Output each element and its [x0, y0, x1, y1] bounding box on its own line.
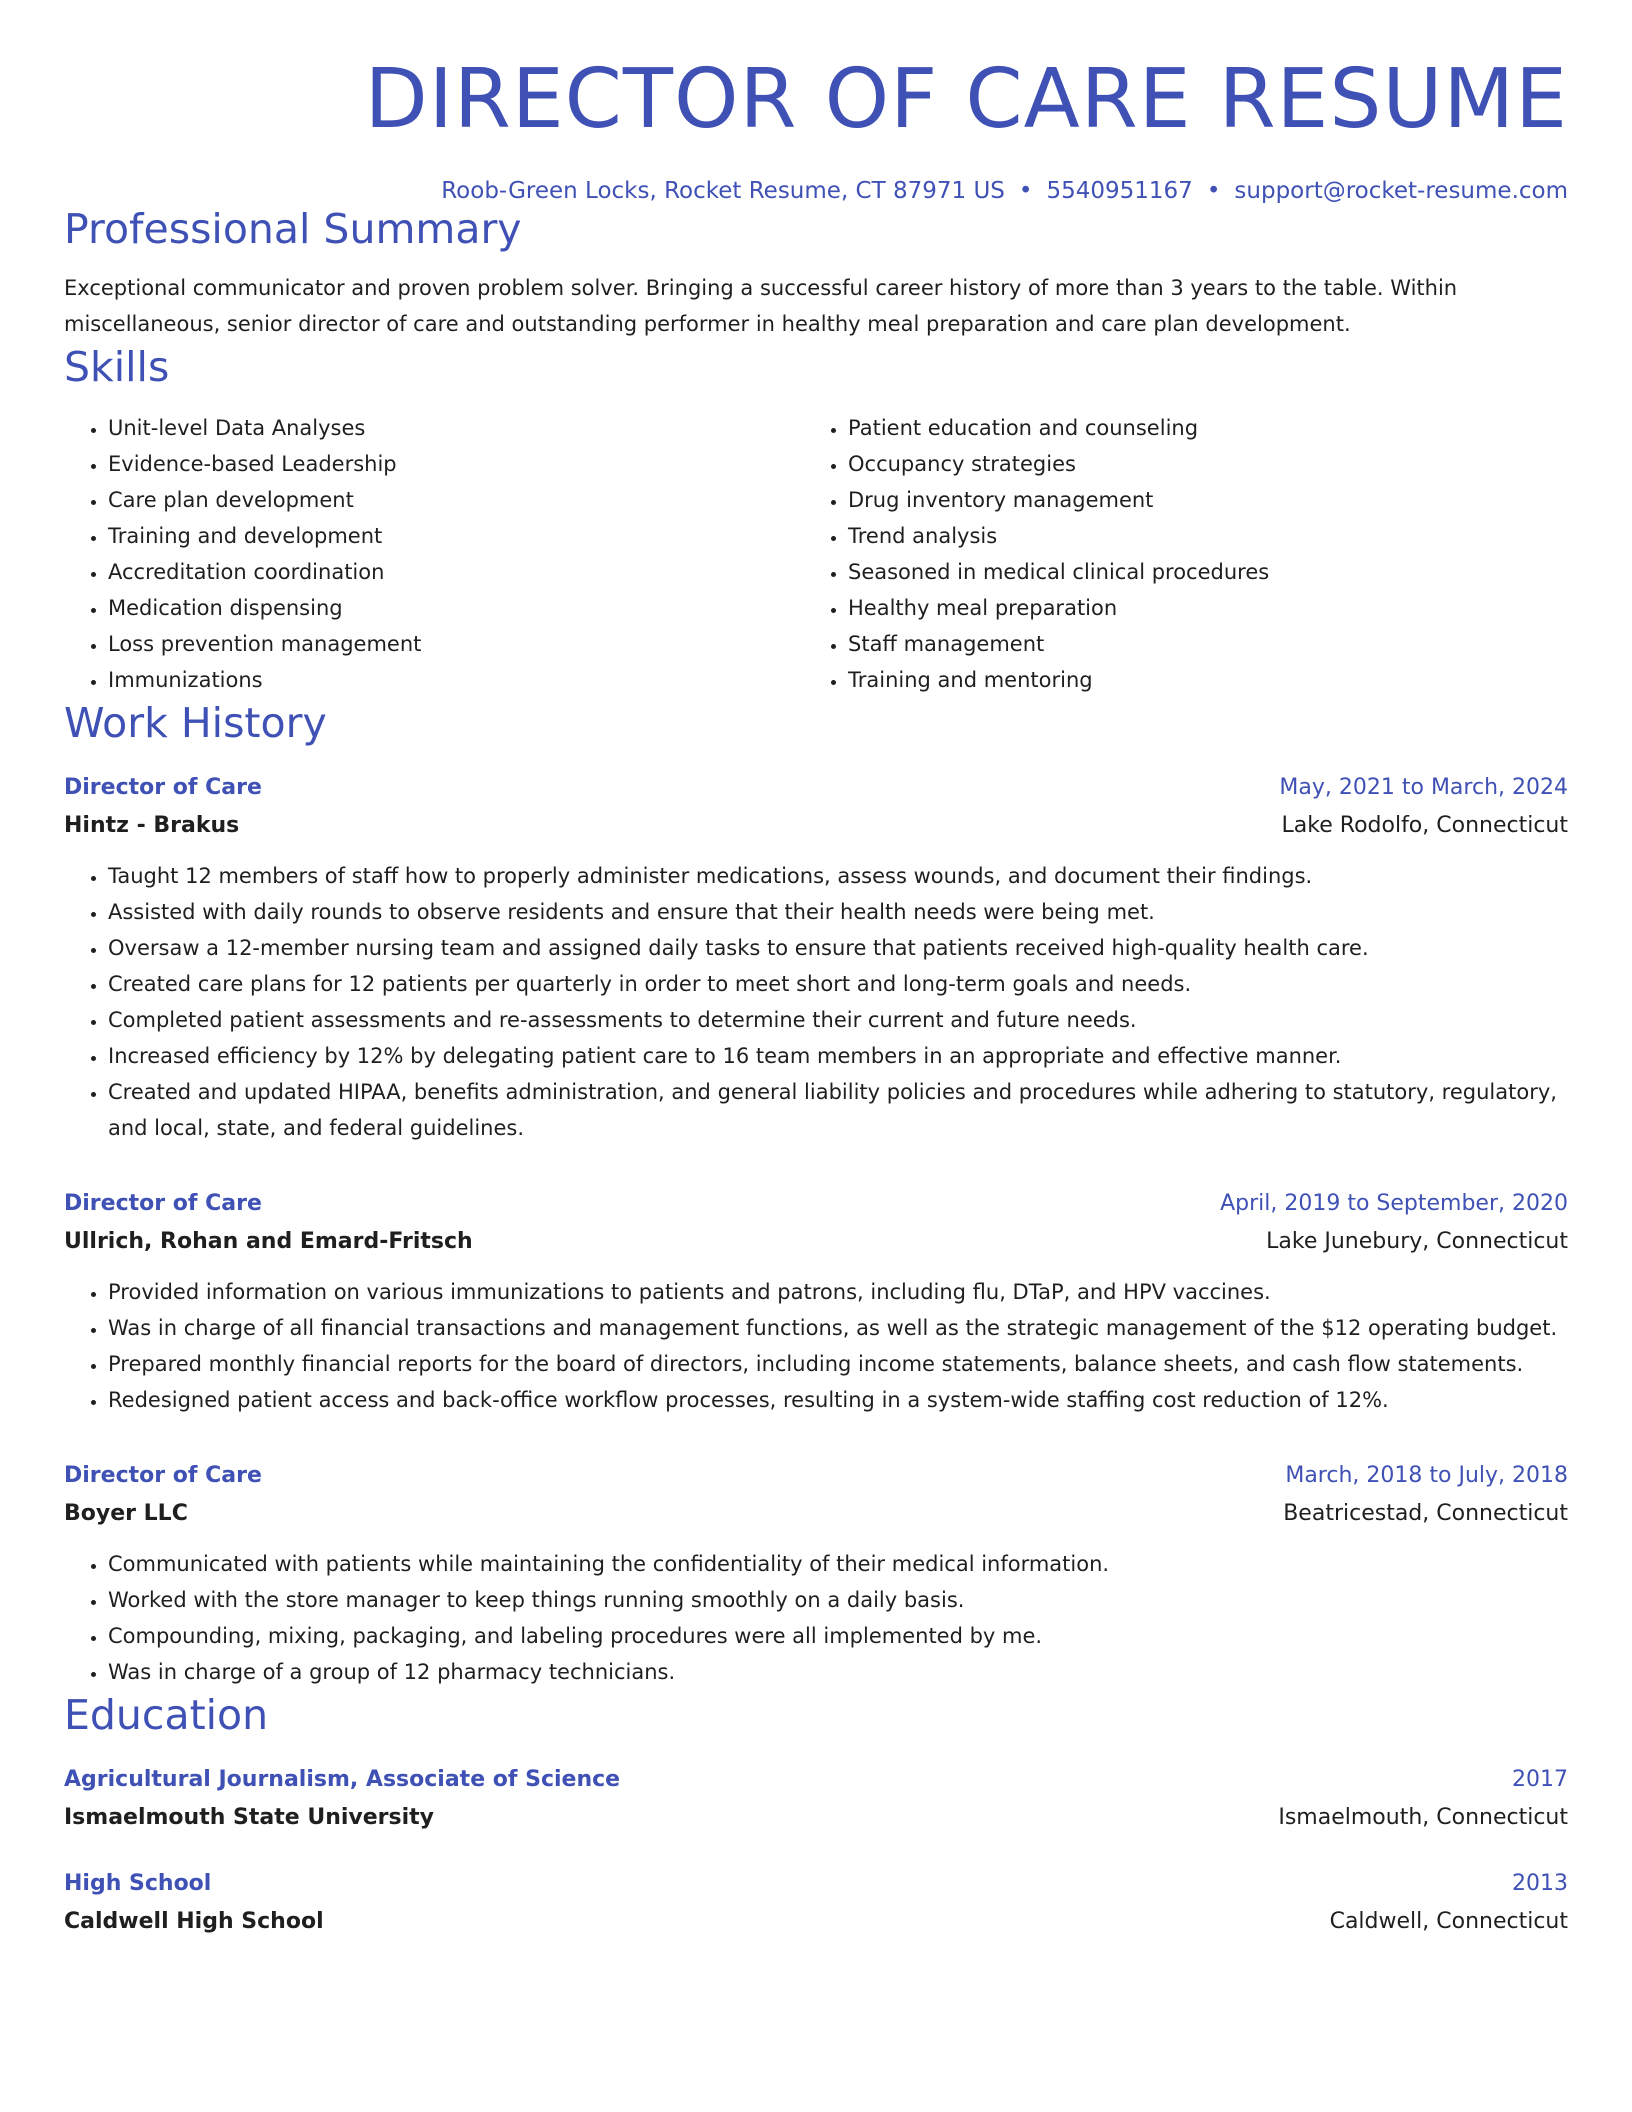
skill-item: • Occupancy strategies	[848, 446, 1544, 482]
skill-item: • Staff management	[848, 626, 1544, 662]
job-bullet: • Created care plans for 12 patients per quarterly in order to meet short and long-term goals and needs.	[108, 966, 1568, 1002]
job-bullet: • Was in charge of a group of 12 pharmacy technicians.	[108, 1654, 1568, 1690]
skill-item: • Patient education and counseling	[848, 410, 1544, 446]
job-location: Lake Rodolfo, Connecticut	[1281, 813, 1568, 838]
education-location: Caldwell, Connecticut	[1329, 1909, 1568, 1934]
job-bullets	[64, 1546, 1568, 1690]
job-dates: March, 2018 to July, 2018	[1285, 1463, 1568, 1488]
job-employer-row	[64, 1494, 1568, 1534]
job-dates: May, 2021 to March, 2024	[1279, 775, 1568, 800]
job-bullet: • Increased efficiency by 12% by delegating patient care to 16 team members in an appropriate and effective manner.	[108, 1038, 1568, 1074]
job-employer: Hintz - Brakus	[64, 813, 240, 838]
job-bullet: • Compounding, mixing, packaging, and labeling procedures were all implemented by me.	[108, 1618, 1568, 1654]
job-bullet: • Prepared monthly financial reports for the board of directors, including income statements, balance sheets, and cash flow statements.	[108, 1346, 1568, 1382]
skill-item: • Healthy meal preparation	[848, 590, 1544, 626]
job-location: Lake Junebury, Connecticut	[1266, 1229, 1568, 1254]
job-bullet: • Assisted with daily rounds to observe residents and ensure that their health needs were being met.	[108, 894, 1568, 930]
skill-item: • Loss prevention management	[108, 626, 804, 662]
job-title: Director of Care	[64, 1191, 262, 1216]
job-bullet: • Completed patient assessments and re-assessments to determine their current and future needs.	[108, 1002, 1568, 1038]
job-bullet: • Worked with the store manager to keep things running smoothly on a daily basis.	[108, 1582, 1568, 1618]
skill-item: • Accreditation coordination	[108, 554, 804, 590]
job-entry	[64, 770, 1568, 1146]
job-bullet: • Oversaw a 12-member nursing team and assigned daily tasks to ensure that patients received high-quality health care.	[108, 930, 1568, 966]
education-location: Ismaelmouth, Connecticut	[1278, 1805, 1568, 1830]
job-entry	[64, 1458, 1568, 1690]
skills-heading: Skills	[64, 343, 170, 391]
skills-column-left	[64, 410, 804, 698]
job-bullet: • Redesigned patient access and back-office workflow processes, resulting in a system-wide staffing cost reduction of 12%.	[108, 1382, 1568, 1418]
job-entry	[64, 1186, 1568, 1418]
skill-item: • Immunizations	[108, 662, 804, 698]
contact-line	[64, 178, 1568, 204]
skill-item: • Evidence-based Leadership	[108, 446, 804, 482]
education-school-row	[64, 1902, 1568, 1942]
education-header	[64, 1866, 1568, 1902]
skill-item: • Training and mentoring	[848, 662, 1544, 698]
summary-heading: Professional Summary	[64, 205, 522, 253]
job-dates: April, 2019 to September, 2020	[1220, 1191, 1568, 1216]
education-year: 2013	[1512, 1871, 1568, 1896]
job-bullet: • Provided information on various immunizations to patients and patrons, including flu, DTaP, and HPV vaccines.	[108, 1274, 1568, 1310]
job-location: Beatricestad, Connecticut	[1283, 1501, 1568, 1526]
contact-separator: •	[1018, 178, 1033, 204]
skills-column-right	[804, 410, 1544, 698]
job-title: Director of Care	[64, 775, 262, 800]
education-degree: Agricultural Journalism, Associate of Science	[64, 1767, 621, 1792]
job-bullet: • Was in charge of all financial transactions and management functions, as well as the strategic management of the $12 operating budget.	[108, 1310, 1568, 1346]
contact-address: Roob-Green Locks, Rocket Resume, CT 87971 US	[441, 178, 1005, 204]
job-bullet: • Taught 12 members of staff how to properly administer medications, assess wounds, and document their findings.	[108, 858, 1568, 894]
education-header	[64, 1762, 1568, 1798]
contact-separator: •	[1206, 178, 1221, 204]
job-employer: Ullrich, Rohan and Emard-Fritsch	[64, 1229, 473, 1254]
job-header	[64, 770, 1568, 806]
education-degree: High School	[64, 1871, 212, 1896]
education-year: 2017	[1512, 1767, 1568, 1792]
job-header	[64, 1186, 1568, 1222]
summary-text: Exceptional communicator and proven problem solver. Bringing a successful career history of more than 3 years to the table. Within miscellaneous, senior director of care and outstanding performer in healthy meal preparation and care plan development.	[64, 276, 1458, 336]
skill-item: • Care plan development	[108, 482, 804, 518]
skills-grid	[64, 410, 1568, 698]
skill-item: • Trend analysis	[848, 518, 1544, 554]
job-bullets	[64, 858, 1568, 1146]
skill-item: • Medication dispensing	[108, 590, 804, 626]
job-employer: Boyer LLC	[64, 1501, 188, 1526]
job-title: Director of Care	[64, 1463, 262, 1488]
job-bullet: • Communicated with patients while maintaining the confidentiality of their medical information.	[108, 1546, 1568, 1582]
page-title: DIRECTOR OF CARE RESUME	[364, 52, 1568, 147]
education-entry	[64, 1762, 1568, 1838]
contact-email: support@rocket-resume.com	[1234, 178, 1568, 204]
education-school: Caldwell High School	[64, 1909, 324, 1934]
education-school: Ismaelmouth State University	[64, 1805, 435, 1830]
skill-item: • Training and development	[108, 518, 804, 554]
skill-item: • Unit-level Data Analyses	[108, 410, 804, 446]
job-employer-row	[64, 806, 1568, 846]
skill-item: • Seasoned in medical clinical procedures	[848, 554, 1544, 590]
job-bullets	[64, 1274, 1568, 1418]
education-entry	[64, 1866, 1568, 1942]
job-bullet: • Created and updated HIPAA, benefits administration, and general liability policies and procedures while adhering to statutory, regulatory, and local, state, and federal guidelines.	[108, 1074, 1568, 1146]
work-history-heading: Work History	[64, 699, 327, 747]
skill-item: • Drug inventory management	[848, 482, 1544, 518]
job-header	[64, 1458, 1568, 1494]
education-heading: Education	[64, 1691, 269, 1739]
education-school-row	[64, 1798, 1568, 1838]
job-employer-row	[64, 1222, 1568, 1262]
contact-phone: 5540951167	[1046, 178, 1193, 204]
